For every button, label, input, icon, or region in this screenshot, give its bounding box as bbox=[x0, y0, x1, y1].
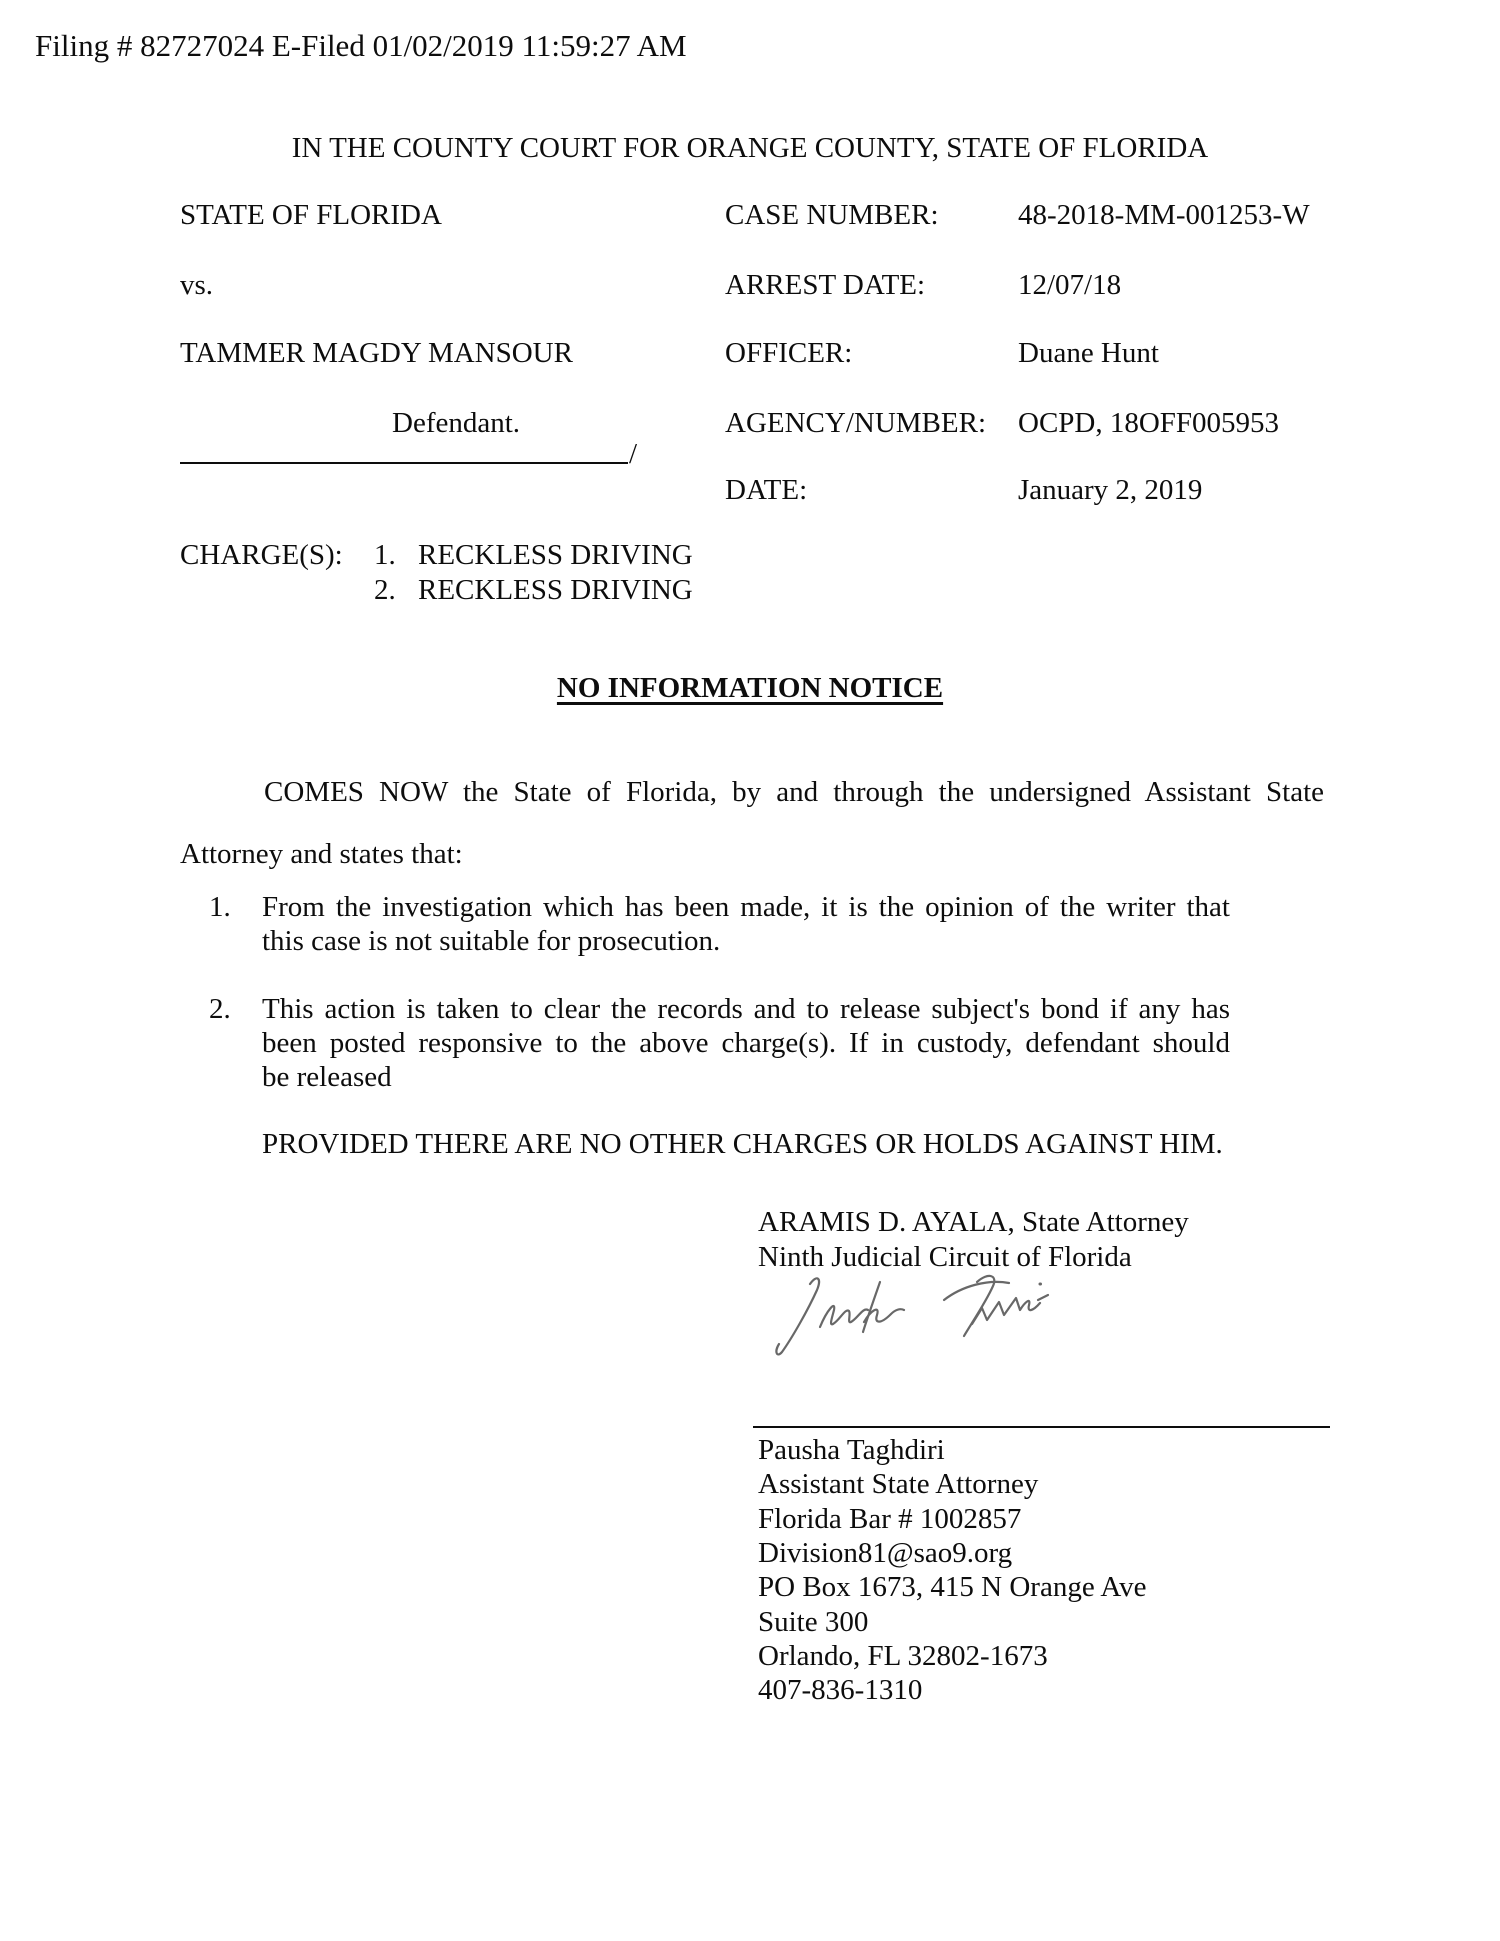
signer-address-line-2: Suite 300 bbox=[758, 1606, 869, 1638]
signer-email: Division81@sao9.org bbox=[758, 1537, 1013, 1569]
case-number-value: 48-2018-MM-001253-W bbox=[1018, 199, 1310, 231]
plaintiff-name: STATE OF FLORIDA bbox=[180, 199, 442, 231]
list-item-1-line-1: From the investigation which has been made, it is the opinion of the writer that bbox=[262, 891, 1230, 923]
officer-value: Duane Hunt bbox=[1018, 337, 1159, 369]
charge-1-text: RECKLESS DRIVING bbox=[418, 539, 693, 571]
agency-number-label: AGENCY/NUMBER: bbox=[725, 407, 987, 439]
opening-paragraph-line-2: Attorney and states that: bbox=[180, 838, 463, 870]
officer-label: OFFICER: bbox=[725, 337, 853, 369]
list-item-1-line-2: this case is not suitable for prosecution. bbox=[262, 925, 721, 957]
state-attorney-name: ARAMIS D. AYALA, State Attorney bbox=[758, 1206, 1189, 1238]
notice-title: NO INFORMATION NOTICE bbox=[556, 672, 944, 704]
caption-signature-rule bbox=[180, 436, 628, 464]
list-item-2-number: 2. bbox=[209, 993, 231, 1025]
defendant-name: TAMMER MAGDY MANSOUR bbox=[180, 337, 573, 369]
opening-paragraph-line-1: COMES NOW the State of Florida, by and through the undersigned Assistant State bbox=[264, 776, 1324, 808]
court-header: IN THE COUNTY COURT FOR ORANGE COUNTY, STATE OF FLORIDA bbox=[291, 132, 1209, 164]
signer-name: Pausha Taghdiri bbox=[758, 1434, 945, 1466]
list-item-2-line-1: This action is taken to clear the records and to release subject's bond if any has bbox=[262, 993, 1230, 1025]
arrest-date-value: 12/07/18 bbox=[1018, 269, 1122, 301]
arrest-date-label: ARREST DATE: bbox=[725, 269, 926, 301]
agency-number-value: OCPD, 18OFF005953 bbox=[1018, 407, 1280, 439]
charge-2-text: RECKLESS DRIVING bbox=[418, 574, 693, 606]
signer-phone: 407-836-1310 bbox=[758, 1674, 923, 1706]
signer-address-line-3: Orlando, FL 32802-1673 bbox=[758, 1640, 1048, 1672]
defendant-label: Defendant. bbox=[392, 407, 521, 439]
charge-1-number: 1. bbox=[374, 539, 396, 571]
judicial-circuit: Ninth Judicial Circuit of Florida bbox=[758, 1241, 1132, 1273]
list-item-1-number: 1. bbox=[209, 891, 231, 923]
signer-address-line-1: PO Box 1673, 415 N Orange Ave bbox=[758, 1571, 1147, 1603]
caption-rule-slash: / bbox=[629, 438, 638, 470]
charges-label: CHARGE(S): bbox=[180, 539, 343, 571]
efiling-stamp: Filing # 82727024 E-Filed 01/02/2019 11:59:27 AM bbox=[35, 28, 687, 63]
date-label: DATE: bbox=[725, 474, 808, 506]
signature-image bbox=[772, 1272, 1057, 1360]
list-item-2-line-2: been posted responsive to the above charge(s). If in custody, defendant should bbox=[262, 1027, 1230, 1059]
provided-clause: PROVIDED THERE ARE NO OTHER CHARGES OR HOLDS AGAINST HIM. bbox=[262, 1128, 1223, 1160]
case-number-label: CASE NUMBER: bbox=[725, 199, 939, 231]
signer-bar-number: Florida Bar # 1002857 bbox=[758, 1503, 1022, 1535]
list-item-2-line-3: be released bbox=[262, 1061, 392, 1093]
signer-title: Assistant State Attorney bbox=[758, 1468, 1039, 1500]
signer-signature-rule bbox=[753, 1400, 1330, 1428]
charge-2-number: 2. bbox=[374, 574, 396, 606]
versus-label: vs. bbox=[180, 269, 214, 301]
date-value: January 2, 2019 bbox=[1018, 474, 1203, 506]
